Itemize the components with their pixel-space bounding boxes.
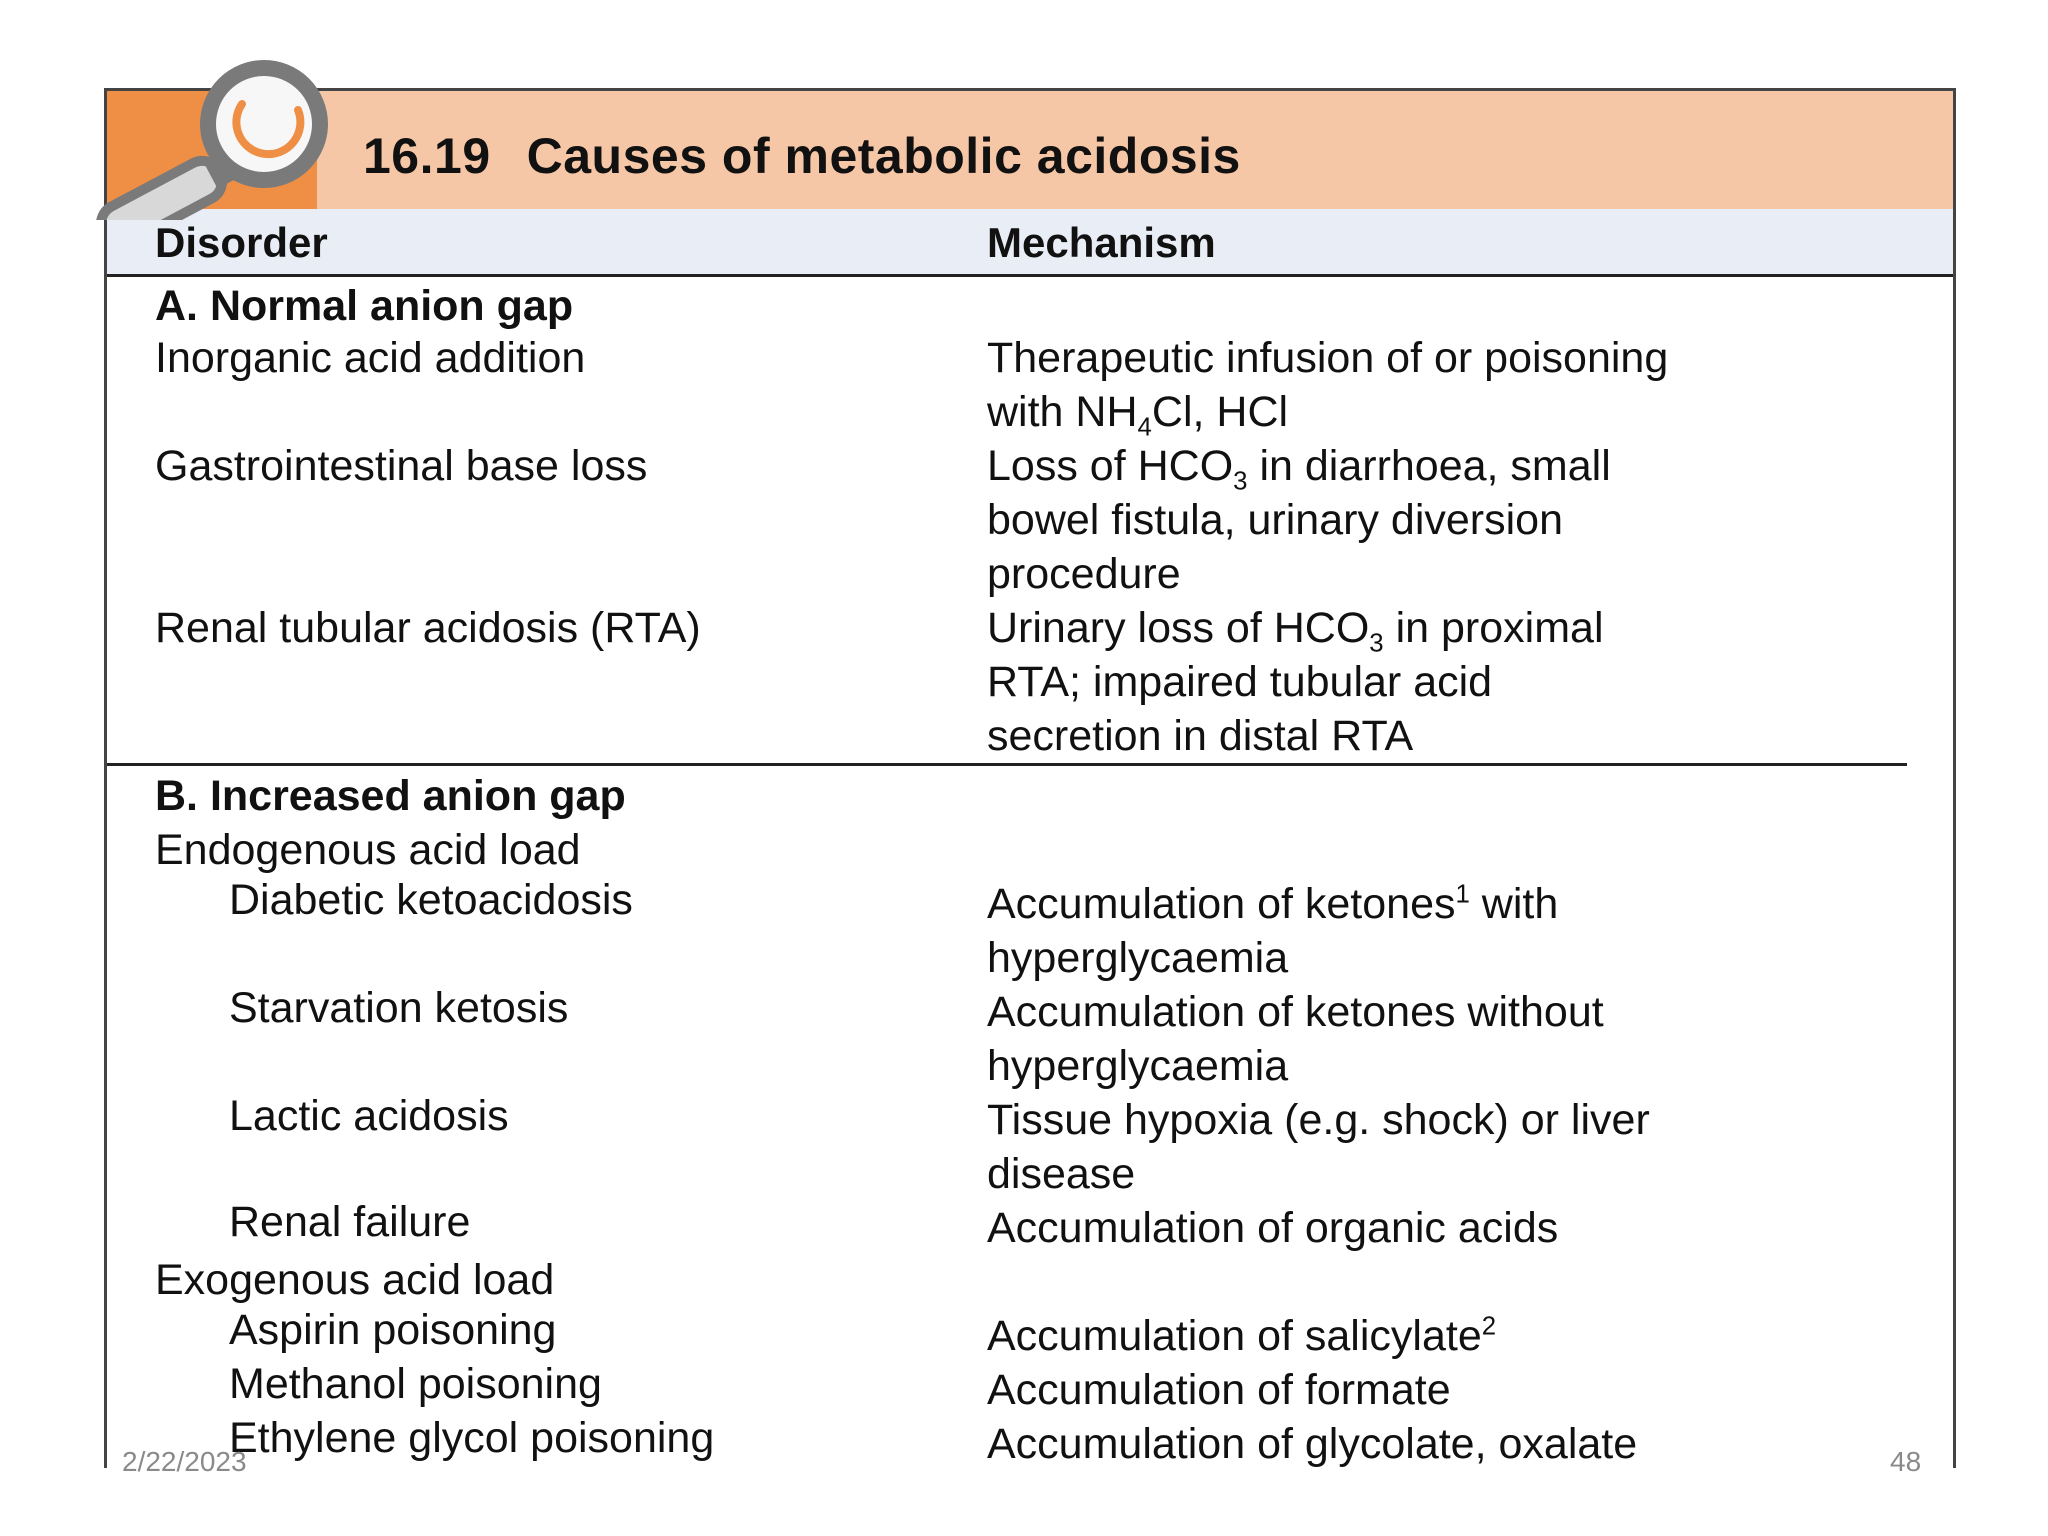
table-title-text: Causes of metabolic acidosis — [526, 128, 1241, 184]
subscript: 4 — [1137, 413, 1152, 442]
mechanism-aspirin — [987, 1311, 1496, 1361]
mechanism-inorganic-line2 — [987, 387, 1289, 442]
disorder-starvation-ketosis: Starvation ketosis — [229, 984, 569, 1032]
mechanism-starvation-line2: hyperglycaemia — [987, 1042, 1289, 1090]
section-b-heading: B. Increased anion gap — [155, 772, 626, 820]
disorder-renal-failure: Renal failure — [229, 1198, 471, 1246]
mechanism-text: in diarrhoea, small — [1247, 442, 1611, 490]
footer-page-number: 48 — [1890, 1446, 1922, 1477]
mechanism-text: Accumulation of salicylate — [987, 1312, 1482, 1360]
mechanism-text: Cl, HCl — [1151, 388, 1289, 436]
mechanism-gi-line3: procedure — [987, 550, 1181, 598]
subscript: 3 — [1369, 629, 1384, 658]
column-header-mechanism: Mechanism — [987, 219, 1216, 266]
disorder-inorganic-acid: Inorganic acid addition — [155, 334, 586, 382]
section-divider — [107, 763, 1907, 766]
mechanism-gi-line1 — [987, 441, 1611, 496]
footer-date: 2/22/2023 — [122, 1446, 247, 1477]
magnifying-glass-icon — [66, 60, 356, 220]
table-box — [104, 88, 1956, 1468]
exogenous-label: Exogenous acid load — [155, 1256, 555, 1304]
mechanism-dka-line2: hyperglycaemia — [987, 934, 1289, 982]
mechanism-dka-line1 — [987, 879, 1558, 929]
mechanism-lactic-line1: Tissue hypoxia (e.g. shock) or liver — [987, 1096, 1650, 1144]
subscript: 3 — [1233, 467, 1248, 496]
mechanism-starvation-line1: Accumulation of ketones without — [987, 988, 1604, 1036]
column-header-row — [107, 209, 1953, 277]
mechanism-gi-line2: bowel fistula, urinary diversion — [987, 496, 1563, 544]
mechanism-lactic-line2: disease — [987, 1150, 1136, 1198]
disorder-methanol-poisoning: Methanol poisoning — [229, 1360, 602, 1408]
superscript: 2 — [1481, 1312, 1497, 1341]
mechanism-rta-line2: RTA; impaired tubular acid — [987, 658, 1493, 706]
section-a-heading: A. Normal anion gap — [155, 282, 574, 330]
mechanism-text: with NH — [987, 388, 1138, 436]
table-title — [363, 127, 1241, 185]
disorder-rta: Renal tubular acidosis (RTA) — [155, 604, 701, 652]
disorder-aspirin-poisoning: Aspirin poisoning — [229, 1306, 557, 1354]
disorder-diabetic-ketoacidosis: Diabetic ketoacidosis — [229, 876, 633, 924]
table-number: 16.19 — [363, 128, 491, 184]
mechanism-ethylene-glycol: Accumulation of glycolate, oxalate — [987, 1420, 1638, 1468]
superscript: 1 — [1455, 880, 1470, 909]
mechanism-rta-line1 — [987, 603, 1604, 658]
column-header-disorder: Disorder — [155, 219, 328, 266]
disorder-gi-base-loss: Gastrointestinal base loss — [155, 442, 648, 490]
mechanism-rta-line3: secretion in distal RTA — [987, 712, 1414, 760]
mechanism-renal-failure: Accumulation of organic acids — [987, 1204, 1559, 1252]
endogenous-label: Endogenous acid load — [155, 826, 581, 874]
mechanism-text: Accumulation of ketones — [987, 880, 1456, 928]
mechanism-text: Urinary loss of HCO — [987, 604, 1370, 652]
mechanism-methanol: Accumulation of formate — [987, 1366, 1451, 1414]
mechanism-text: in proximal — [1383, 604, 1604, 652]
disorder-ethylene-glycol: Ethylene glycol poisoning — [229, 1414, 715, 1462]
mechanism-inorganic-line1: Therapeutic infusion of or poisoning — [987, 334, 1669, 382]
mechanism-text: Loss of HCO — [987, 442, 1234, 490]
mechanism-text: with — [1469, 880, 1559, 928]
disorder-lactic-acidosis: Lactic acidosis — [229, 1092, 509, 1140]
